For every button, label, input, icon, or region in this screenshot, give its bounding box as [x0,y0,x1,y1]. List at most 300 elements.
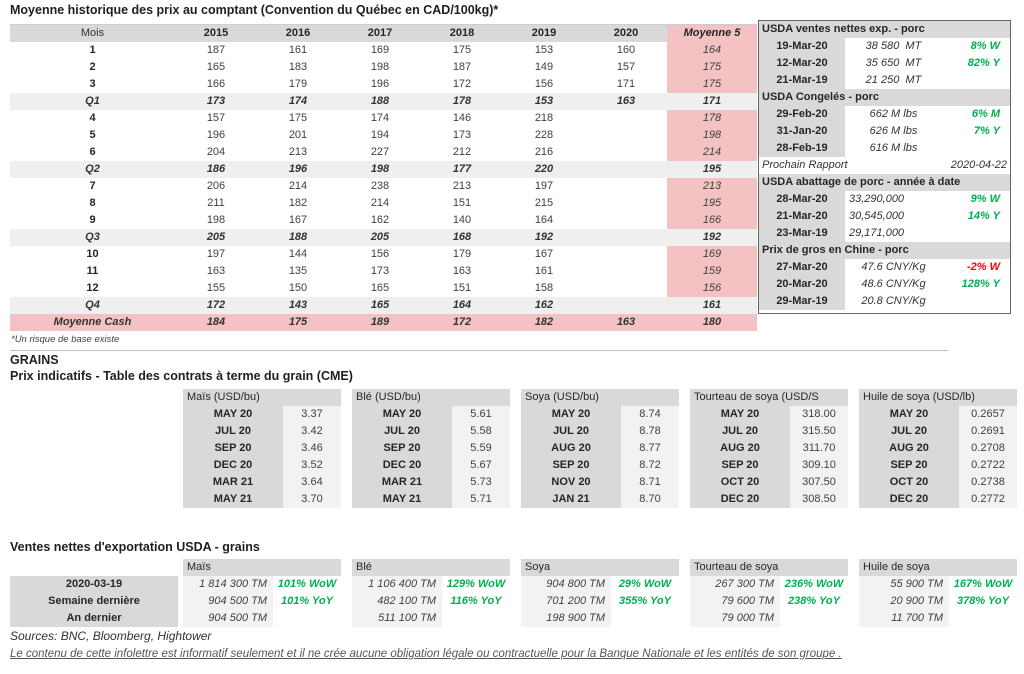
price-cell: 196 [206,129,226,141]
futures-month: MAY 21 [352,491,452,508]
spot-price-table [10,24,757,331]
spot-table-row [10,229,757,246]
panel-date: 21-Mar-19 [759,72,845,89]
price-cell: 174 [288,95,308,107]
panel-data-row [759,72,1010,89]
price-cell: 151 [452,197,472,209]
price-cell: 161 [534,265,554,277]
moyenne5-cell: 171 [702,95,722,107]
row-label: 8 [89,197,96,209]
exports-row-label: An dernier [10,610,178,627]
col-header-year: 2020 [613,27,639,39]
moyenne5-cell: 198 [667,127,757,144]
exports-change [949,610,1017,627]
price-cell: 171 [616,78,636,90]
panel-value: 47.6 CNY/Kg [861,261,926,273]
panel-data-row [759,225,1010,242]
panel-value: 35 650 MT [865,57,922,69]
panel-value: 626 M lbs [869,125,918,137]
row-label: 5 [89,129,96,141]
futures-table [183,389,1023,509]
price-cell [585,263,667,280]
price-cell: 172 [206,299,226,311]
exports-cell-group [178,610,347,627]
futures-commodity-header: Maïs (USD/bu) [183,389,341,406]
futures-month: OCT 20 [859,474,959,491]
futures-row [859,406,1017,423]
exports-value: 20 900 TM [859,593,949,610]
futures-price: 5.59 [452,440,510,457]
exports-data-row [10,610,1024,627]
exports-header-spacer [10,559,178,576]
price-cell [585,297,667,314]
spot-table-row [10,127,757,144]
row-label: 6 [89,146,96,158]
futures-commodity-header: Blé (USD/bu) [352,389,510,406]
price-cell: 153 [534,44,554,56]
panel-date: 20-Mar-20 [759,276,845,293]
price-cell: 162 [534,299,554,311]
spot-table-row [10,246,757,263]
exports-change: 101% YoY [281,595,333,607]
price-cell: 173 [452,129,472,141]
panel-change [942,72,1010,89]
price-cell: 227 [370,146,390,158]
futures-month: SEP 20 [690,457,790,474]
exports-value: 482 100 TM [352,593,442,610]
spot-table-row [10,280,757,297]
futures-commodity-header: Soya (USD/bu) [521,389,679,406]
moyenne5-cell: 178 [667,110,757,127]
futures-price: 0.2691 [959,423,1017,440]
futures-price: 8.77 [621,440,679,457]
futures-month: JUL 20 [521,423,621,440]
futures-price: 5.71 [452,491,510,508]
panel-date: 29-Mar-19 [759,293,845,310]
price-cell [585,195,667,212]
price-cell: 178 [452,95,472,107]
futures-row [521,423,679,440]
moyenne5-cell: 195 [702,163,722,175]
futures-month: JAN 21 [521,491,621,508]
panel-section-title: Prix de gros en Chine - porc [759,242,1010,259]
futures-price: 0.2738 [959,474,1017,491]
exports-table [10,559,1024,627]
panel-change: 9% W [970,193,1000,205]
futures-month: DEC 20 [859,491,959,508]
panel-date: 21-Mar-20 [759,208,845,225]
exports-change [780,610,848,627]
futures-price: 8.74 [621,406,679,423]
exports-change [611,610,679,627]
price-cell [585,246,667,263]
panel-data-row [759,123,1010,140]
moyenne5-cell: 161 [702,299,722,311]
panel-value: 33,290,000 [849,193,905,205]
exports-cell-group [685,593,854,610]
price-cell: 220 [534,163,554,175]
panel-change [942,225,1010,242]
futures-price: 8.78 [621,423,679,440]
futures-row [183,491,341,508]
futures-row [690,406,848,423]
spot-table-row [10,42,757,59]
price-cell: 135 [288,265,308,277]
exports-change: 378% YoY [957,595,1009,607]
futures-price: 3.64 [283,474,341,491]
price-cell: 143 [288,299,308,311]
disclaimer-line: Le contenu de cette infolettre est informatif seulement et il ne crée aucune obligation légale ou contractuelle pour la Banque Nationale et les entités de son groupe . [10,648,842,660]
price-cell: 216 [534,146,554,158]
base-risk-footnote: *Un risque de base existe [11,334,120,345]
price-cell [585,229,667,246]
futures-month: JUL 20 [352,423,452,440]
moyenne5-cell: 169 [667,246,757,263]
exports-change: 29% WoW [618,578,672,590]
exports-value: 1 814 300 TM [183,576,273,593]
price-cell: 151 [452,282,472,294]
futures-price: 3.37 [283,406,341,423]
usda-side-panel [758,20,1011,314]
price-cell: 187 [206,44,226,56]
futures-month: SEP 20 [183,440,283,457]
panel-change: 14% Y [967,210,1000,222]
futures-price: 5.73 [452,474,510,491]
panel-change: 6% M [971,108,1000,120]
futures-price: 5.67 [452,457,510,474]
futures-commodity-header: Tourteau de soya (USD/S [690,389,848,406]
exports-cell-group [516,576,685,593]
price-cell: 174 [370,112,390,124]
panel-change: 8% W [970,40,1000,52]
futures-price: 8.72 [621,457,679,474]
price-cell: 205 [206,231,226,243]
price-cell: 213 [288,146,308,158]
price-cell: 214 [370,197,390,209]
futures-group [183,389,341,508]
next-report-row [759,157,1010,174]
moyenne5-cell: 156 [667,280,757,297]
futures-group [352,389,510,508]
futures-month: JUL 20 [859,423,959,440]
moyenne5-cell: 164 [667,42,757,59]
next-report-label: Prochain Rapport [762,159,848,171]
price-cell: 192 [534,231,554,243]
col-header-moyenne5: Moyenne 5 [667,25,757,42]
panel-change [942,293,1010,310]
exports-change: 129% WoW [446,578,506,590]
futures-row [521,440,679,457]
exports-header-group [178,559,347,576]
price-cell: 165 [206,61,226,73]
futures-month: DEC 20 [690,491,790,508]
futures-group [859,389,1017,508]
panel-change [942,140,1010,157]
panel-section-title: USDA Congelés - porc [759,89,1010,106]
price-cell: 187 [452,61,472,73]
price-cell: 168 [452,231,472,243]
futures-row [859,457,1017,474]
futures-month: DEC 20 [352,457,452,474]
price-cell: 156 [534,78,554,90]
sources-line: Sources: BNC, Bloomberg, Hightower [10,629,212,643]
futures-month: JUL 20 [183,423,283,440]
price-cell: 213 [452,180,472,192]
price-cell: 164 [534,214,554,226]
price-cell: 167 [534,248,554,260]
price-cell: 238 [370,180,390,192]
exports-value: 1 106 400 TM [352,576,442,593]
futures-row [690,440,848,457]
futures-row [183,474,341,491]
price-cell: 166 [206,78,226,90]
price-cell: 155 [206,282,226,294]
panel-data-row [759,140,1010,157]
price-cell: 153 [534,95,554,107]
price-cell: 205 [370,231,390,243]
panel-data-row [759,106,1010,123]
spot-table-row [10,212,757,229]
exports-cell-group [516,593,685,610]
futures-row [859,440,1017,457]
panel-date: 23-Mar-19 [759,225,845,242]
futures-row [859,474,1017,491]
price-cell: 194 [370,129,390,141]
spot-table-row [10,59,757,76]
price-cell: 218 [534,112,554,124]
exports-change [442,610,510,627]
futures-month: SEP 20 [859,457,959,474]
panel-change: 128% Y [961,278,1000,290]
price-cell: 212 [452,146,472,158]
futures-price: 3.46 [283,440,341,457]
futures-row [183,457,341,474]
panel-date: 31-Jan-20 [759,123,845,140]
col-header-year: 2015 [203,27,229,39]
futures-price: 8.71 [621,474,679,491]
price-cell [585,178,667,195]
price-cell: 162 [370,214,390,226]
exports-change: 355% YoY [619,595,671,607]
spot-table-row [10,161,757,178]
exports-header-group [516,559,685,576]
price-cell: 211 [207,197,225,209]
price-cell: 163 [206,265,226,277]
futures-price: 0.2722 [959,457,1017,474]
next-report-date: 2020-04-22 [950,159,1007,171]
price-cell: 182 [288,197,308,209]
exports-change: 116% YoY [450,595,502,607]
exports-cell-group [685,610,854,627]
panel-change: 7% Y [973,125,1000,137]
price-cell: 144 [288,248,308,260]
exports-value: 55 900 TM [859,576,949,593]
futures-month: MAR 21 [183,474,283,491]
price-cell: 167 [288,214,308,226]
price-cell: 173 [370,265,390,277]
futures-row [352,457,510,474]
panel-change: -2% W [967,261,1000,273]
moyenne5-cell: 214 [667,144,757,161]
price-cell: 189 [370,316,390,328]
panel-value: 38 580 MT [865,40,922,52]
panel-value: 29,171,000 [849,227,905,239]
futures-commodity-header: Huile de soya (USD/lb) [859,389,1017,406]
futures-group [690,389,848,508]
panel-data-row [759,208,1010,225]
price-cell: 149 [534,61,554,73]
futures-month: AUG 20 [859,440,959,457]
moyenne5-cell: 213 [667,178,757,195]
spot-table-row [10,195,757,212]
price-cell: 179 [288,78,308,90]
price-cell: 156 [370,248,390,260]
spot-table-row [10,178,757,195]
price-cell: 163 [452,265,472,277]
exports-cell-group [854,610,1023,627]
panel-date: 19-Mar-20 [759,38,845,55]
row-label: 4 [89,112,96,124]
futures-month: DEC 20 [183,457,283,474]
price-cell: 161 [288,44,308,56]
exports-value: 79 000 TM [690,610,780,627]
futures-row [352,474,510,491]
price-cell: 173 [206,95,226,107]
price-cell: 177 [452,163,472,175]
futures-month: MAY 20 [690,406,790,423]
col-header-year: 2018 [449,27,475,39]
price-cell: 169 [370,44,390,56]
exports-commodity-name: Maïs [183,559,341,576]
moyenne5-cell: 195 [667,195,757,212]
panel-date: 12-Mar-20 [759,55,845,72]
futures-price: 311.70 [790,440,848,457]
exports-heading: Ventes nettes d'exportation USDA - grains [10,540,260,554]
price-cell: 150 [288,282,308,294]
futures-row [859,423,1017,440]
spot-table-row [10,297,757,314]
futures-price: 318.00 [790,406,848,423]
price-cell: 175 [288,316,308,328]
row-label: 10 [86,248,99,260]
exports-value: 267 300 TM [690,576,780,593]
grains-heading: GRAINS [10,353,59,367]
exports-change: 101% WoW [277,578,337,590]
panel-date: 28-Feb-19 [759,140,845,157]
exports-value: 904 500 TM [183,610,273,627]
exports-cell-group [178,593,347,610]
futures-row [352,406,510,423]
col-header-year: 2017 [367,27,393,39]
futures-price: 3.70 [283,491,341,508]
futures-row [352,440,510,457]
panel-section-title: USDA abattage de porc - année à date [759,174,1010,191]
price-cell: 175 [288,112,308,124]
exports-cell-group [854,593,1023,610]
row-label: 12 [86,282,99,294]
exports-value: 79 600 TM [690,593,780,610]
row-label: 3 [89,78,96,90]
price-cell [585,110,667,127]
row-label: Q1 [85,95,100,107]
price-cell: 201 [288,129,308,141]
futures-row [521,474,679,491]
exports-value: 904 800 TM [521,576,611,593]
price-cell: 160 [616,44,636,56]
spot-table-row [10,110,757,127]
row-label: Moyenne Cash [53,316,132,328]
moyenne5-cell: 175 [667,76,757,93]
spot-price-title: Moyenne historique des prix au comptant (Convention du Québec en CAD/100kg)* [10,3,499,17]
futures-row [352,491,510,508]
price-cell: 198 [206,214,226,226]
price-cell [585,144,667,161]
futures-price: 307.50 [790,474,848,491]
panel-date: 28-Mar-20 [759,191,845,208]
price-cell: 163 [616,95,636,107]
spot-table-row [10,314,757,331]
exports-commodity-name: Huile de soya [859,559,1017,576]
futures-month: MAY 20 [352,406,452,423]
price-cell: 198 [370,61,390,73]
exports-cell-group [854,576,1023,593]
futures-row [521,457,679,474]
section-divider [10,350,948,351]
exports-value: 198 900 TM [521,610,611,627]
exports-commodity-name: Soya [521,559,679,576]
price-cell: 140 [452,214,472,226]
moyenne5-cell: 159 [667,263,757,280]
panel-value: 616 M lbs [869,142,918,154]
row-label: Q4 [85,299,100,311]
price-cell: 186 [206,163,226,175]
exports-row-label: Semaine dernière [10,593,178,610]
exports-data-row [10,576,1024,593]
price-cell: 179 [452,248,472,260]
row-label: 9 [89,214,96,226]
col-header-year: 2019 [531,27,557,39]
exports-cell-group [347,610,516,627]
price-cell [585,212,667,229]
price-cell: 157 [616,61,636,73]
futures-price: 0.2708 [959,440,1017,457]
exports-change: 236% WoW [784,578,844,590]
price-cell: 158 [534,282,554,294]
futures-month: MAY 21 [183,491,283,508]
futures-price: 315.50 [790,423,848,440]
panel-data-row [759,55,1010,72]
futures-month: OCT 20 [690,474,790,491]
spot-table-row [10,93,757,110]
exports-commodity-name: Blé [352,559,510,576]
futures-price: 0.2657 [959,406,1017,423]
moyenne5-cell: 175 [667,59,757,76]
price-cell [585,127,667,144]
exports-value: 701 200 TM [521,593,611,610]
price-cell: 188 [288,231,308,243]
panel-date: 29-Feb-20 [759,106,845,123]
futures-row [183,423,341,440]
exports-header-group [347,559,516,576]
futures-price: 5.58 [452,423,510,440]
spot-table-row [10,263,757,280]
futures-subheading: Prix indicatifs - Table des contrats à terme du grain (CME) [10,369,353,383]
futures-price: 0.2772 [959,491,1017,508]
panel-value: 20.8 CNY/Kg [861,295,926,307]
futures-month: MAY 20 [521,406,621,423]
futures-group [521,389,679,508]
futures-row [859,491,1017,508]
